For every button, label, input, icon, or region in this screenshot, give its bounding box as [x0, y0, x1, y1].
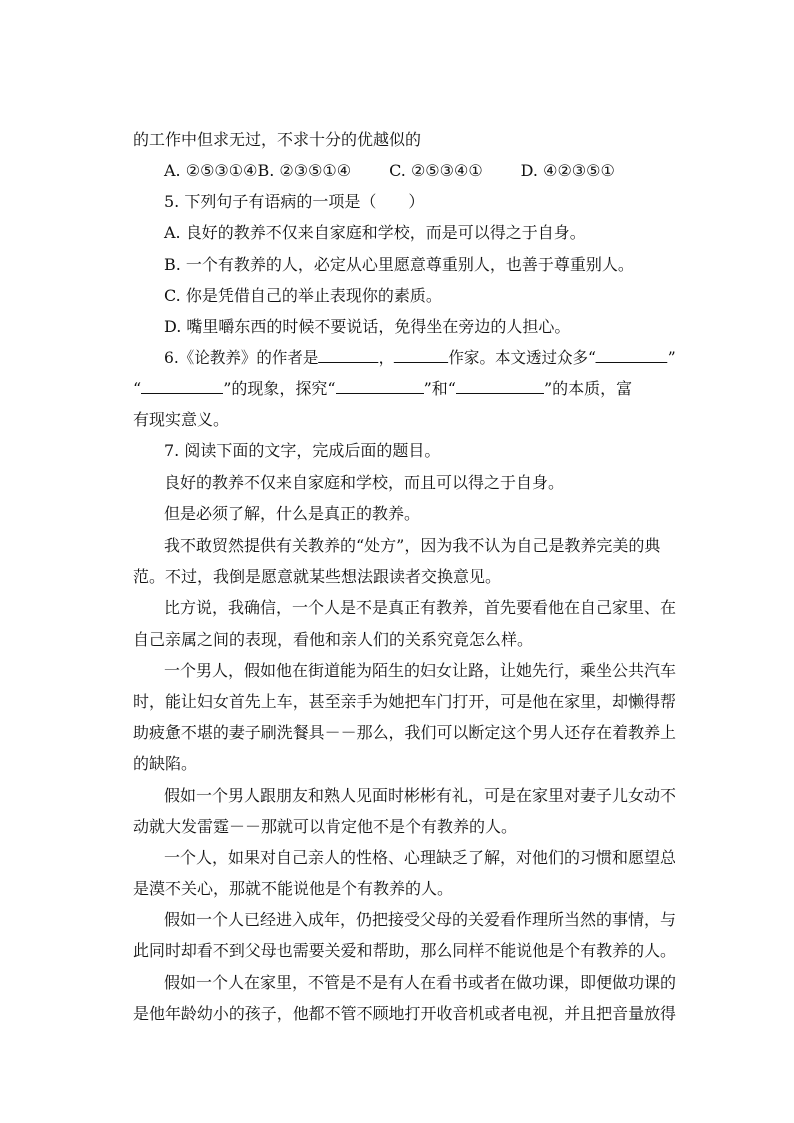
question-6-text: ”和“	[423, 379, 456, 398]
passage-line: 是他年龄幼小的孩子，他都不管不顾地打开收音机或者电视，并且把音量放得	[133, 1004, 677, 1023]
option-a: A. ②⑤③①④	[164, 161, 258, 180]
passage-line: 范。不过，我倒是愿意就某些想法跟读者交换意见。	[133, 567, 502, 586]
passage-line: 自己亲属之间的表现，看他和亲人们的关系究竟怎么样。	[133, 630, 534, 649]
question-6-text: 作家。本文透过众多“	[448, 348, 596, 367]
option-c: C. ②⑤③④①	[389, 161, 483, 180]
passage-line: 一个人，如果对自己亲人的性格、心理缺乏了解，对他们的习惯和愿望总	[164, 848, 677, 867]
question-6-text: ”的本质，富	[543, 379, 633, 398]
passage-line: 时，能让妇女首先上车，甚至亲手为她把车门打开，可是他在家里，却懒得帮	[133, 692, 677, 711]
blank-essence-2[interactable]	[456, 379, 544, 394]
passage-line: 是漠不关心，那就不能说他是个有教养的人。	[133, 879, 454, 898]
passage-line: 假如一个男人跟朋友和熟人见面时彬彬有礼，可是在家里对妻子儿女动不	[164, 786, 677, 805]
question-5-option-d: D. 嘴里嚼东西的时候不要说话，免得坐在旁边的人担心。	[164, 317, 571, 336]
passage-line: 此同时却看不到父母也需要关爱和帮助，那么同样不能说他是个有教养的人。	[133, 941, 677, 960]
question-7-stem: 7. 阅读下面的文字，完成后面的题目。	[164, 441, 441, 460]
passage-sentence: 但是必须了解，什么是真正的教养。	[164, 504, 421, 523]
blank-nationality[interactable]	[394, 348, 448, 363]
blank-phenomenon-2[interactable]	[141, 379, 223, 394]
passage-sentence: 良好的教养不仅来自家庭和学校，而且可以得之于自身。	[164, 473, 565, 492]
blank-essence-1[interactable]	[336, 379, 424, 394]
passage-line: 假如一个人在家里，不管是不是有人在看书或者在做功课，即便做功课的	[164, 973, 677, 992]
question-5-stem: 5. 下列句子有语病的一项是（ ）	[164, 192, 425, 211]
question-5-option-b: B. 一个有教养的人，必定从心里愿意尊重别人，也善于尊重别人。	[164, 255, 634, 274]
question-6-text: ”的现象，探究“	[223, 379, 336, 398]
question-5-option-a: A. 良好的教养不仅来自家庭和学校，而是可以得之于自身。	[164, 223, 586, 242]
question-4-options	[164, 161, 615, 181]
question-6-text: 6.《论教养》的作者是	[164, 348, 319, 367]
passage-line: 一个男人，假如他在街道能为陌生的妇女让路，让她先行，乘坐公共汽车	[164, 661, 677, 680]
option-b: B. ②③⑤①④	[257, 161, 352, 180]
passage-line: 假如一个人已经进入成年，仍把接受父母的关爱看作理所当然的事情，与	[164, 910, 677, 929]
question-6-line-2	[133, 379, 632, 399]
blank-phenomenon-1[interactable]	[596, 348, 668, 363]
continuation-line: 的工作中但求无过，不求十分的优越似的	[133, 130, 422, 149]
question-6-line-1	[164, 348, 676, 368]
question-6-text: ”	[667, 348, 676, 367]
question-5-option-c: C. 你是凭借自己的举止表现你的素质。	[164, 286, 442, 305]
question-6-line-3: 有现实意义。	[133, 410, 230, 429]
question-6-text: “	[133, 379, 142, 398]
passage-line: 我不敢贸然提供有关教养的“处方”，因为我不认为自己是教养完美的典	[164, 536, 661, 555]
passage-line: 的缺陷。	[133, 754, 198, 773]
option-d: D. ④②③⑤①	[520, 161, 615, 180]
passage-line: 动就大发雷霆－－那就可以肯定他不是个有教养的人。	[133, 817, 518, 836]
blank-author[interactable]	[318, 348, 378, 363]
question-6-text: ，	[378, 348, 395, 367]
passage-line: 助疲惫不堪的妻子刷洗餐具－－那么，我们可以断定这个男人还存在着教养上	[133, 723, 677, 742]
passage-line: 比方说，我确信，一个人是不是真正有教养，首先要看他在自己家里、在	[164, 598, 677, 617]
